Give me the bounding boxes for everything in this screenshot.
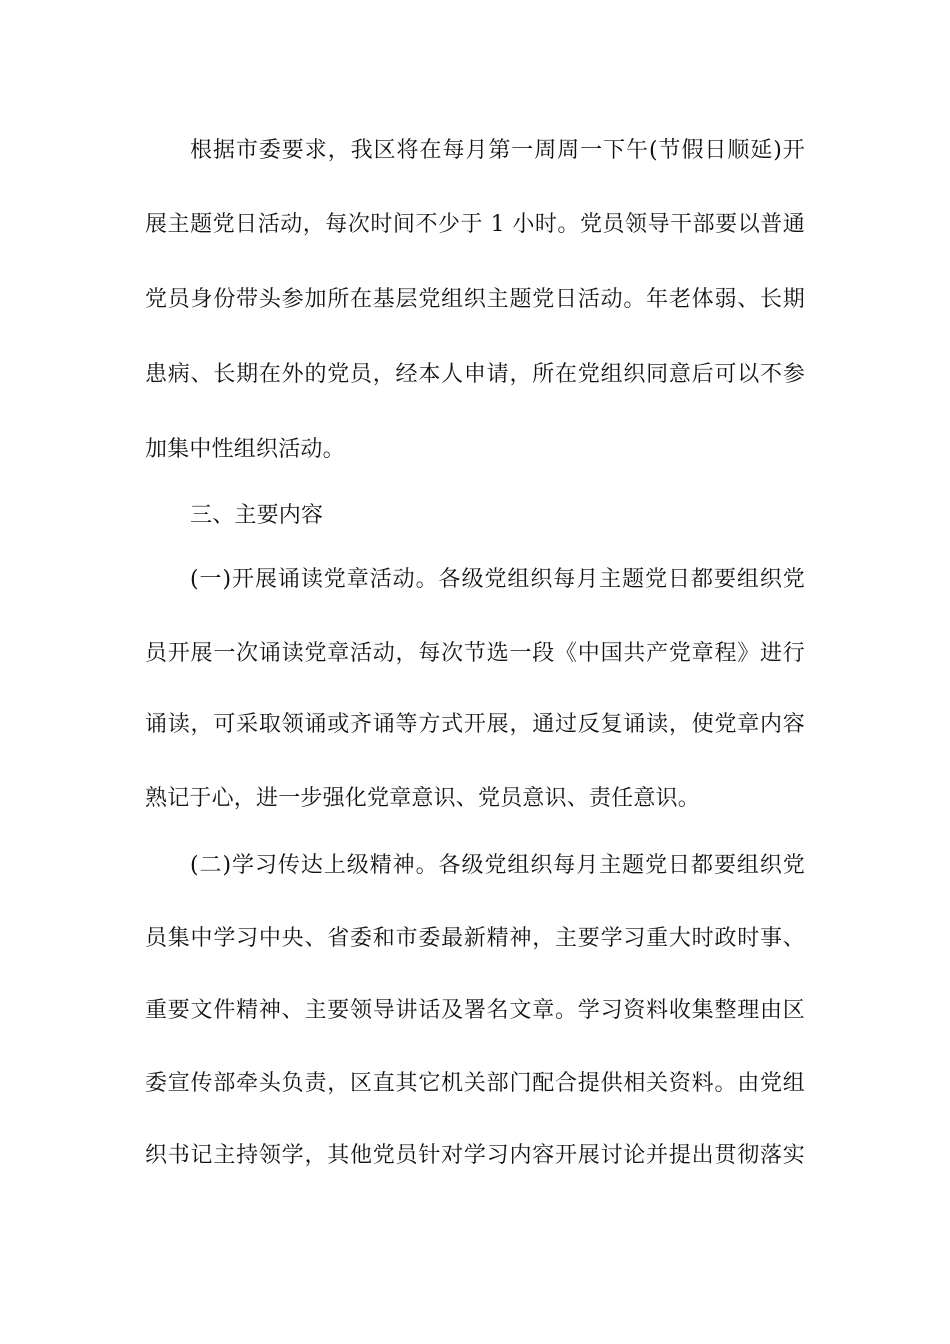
paragraph-line: 员集中学习中央、省委和市委最新精神，主要学习重大时政时事、 <box>145 926 805 951</box>
paragraph-line: 展主题党日活动，每次时间不少于 1 小时。党员领导干部要以普通 <box>145 212 805 237</box>
paragraph-line: (二)学习传达上级精神。各级党组织每月主题党日都要组织党 <box>190 853 805 878</box>
paragraph-line: 根据市委要求，我区将在每月第一周周一下午(节假日顺延)开 <box>190 138 805 163</box>
paragraph-line: 诵读，可采取领诵或齐诵等方式开展，通过反复诵读，使党章内容 <box>145 712 805 737</box>
paragraph-line: 织书记主持领学，其他党员针对学习内容开展讨论并提出贯彻落实 <box>145 1143 805 1168</box>
paragraph-line: 重要文件精神、主要领导讲话及署名文章。学习资料收集整理由区 <box>145 998 805 1023</box>
paragraph-line: 党员身份带头参加所在基层党组织主题党日活动。年老体弱、长期 <box>145 287 805 312</box>
paragraph-line: 患病、长期在外的党员，经本人申请，所在党组织同意后可以不参 <box>145 362 805 387</box>
paragraph-line: 加集中性组织活动。 <box>145 437 345 462</box>
section-heading: 三、主要内容 <box>190 503 324 528</box>
paragraph-line: 委宣传部牵头负责，区直其它机关部门配合提供相关资料。由党组 <box>145 1071 805 1096</box>
paragraph-line: 员开展一次诵读党章活动，每次节选一段《中国共产党章程》进行 <box>145 641 805 666</box>
paragraph-line: 熟记于心，进一步强化党章意识、党员意识、责任意识。 <box>145 786 701 811</box>
paragraph-line: (一)开展诵读党章活动。各级党组织每月主题党日都要组织党 <box>190 567 805 592</box>
